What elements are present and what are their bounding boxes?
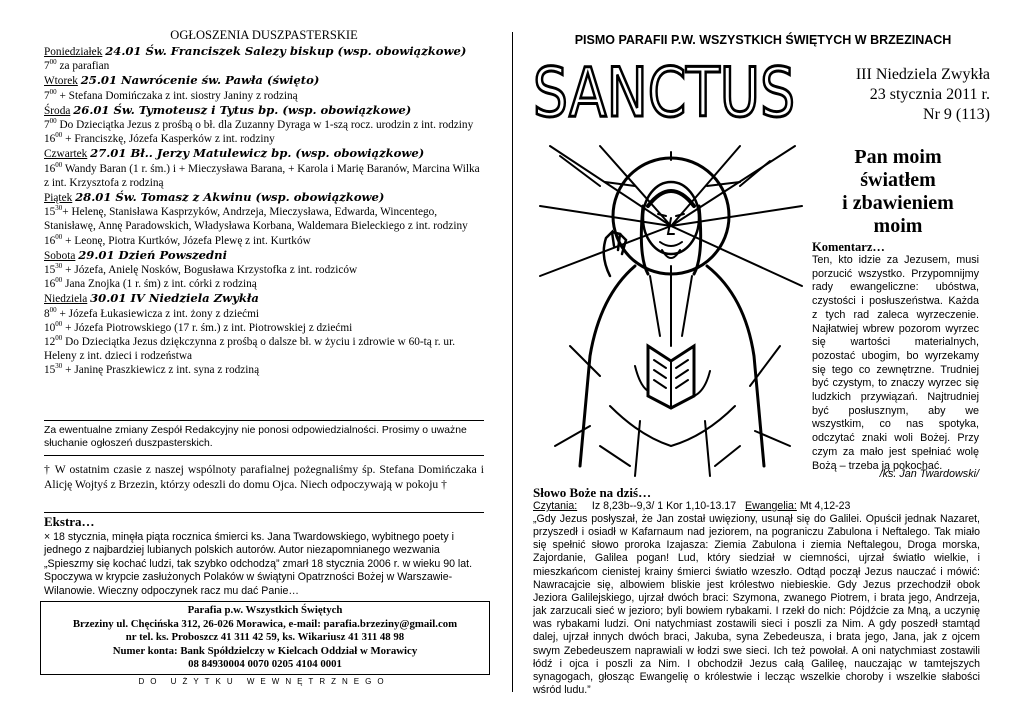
mass-intention xyxy=(44,263,484,277)
sanctus-logo xyxy=(533,54,803,133)
motto-line: światłem xyxy=(860,169,936,191)
announcements-title: OGŁOSZENIA DUSZPASTERSKIE xyxy=(170,28,358,42)
readings-line xyxy=(533,500,983,512)
word-title: Słowo Boże na dziś… xyxy=(533,485,652,500)
internal-use-note: DO UŻYTKU WEWNĘTRZNEGO xyxy=(138,677,390,686)
issue-number: Nr 9 (113) xyxy=(923,106,990,123)
mass-intention-text: + Leonę, Piotra Kurtków, Józefa Plewę z int. Kurtków xyxy=(62,234,311,247)
day-feast: 29.01 Dzień Powszedni xyxy=(78,247,227,262)
mass-hour: 7 xyxy=(44,119,50,132)
day-heading xyxy=(44,291,484,306)
mass-intention-text: za parafian xyxy=(56,60,110,73)
day-name: Wtorek xyxy=(44,75,78,88)
commentary-title: Komentarz… xyxy=(812,240,885,254)
parish-bank: Numer konta: Bank Spółdzielczy w Kielcach Oddział w Morawicy xyxy=(112,644,418,657)
readings-label: Czytania: xyxy=(533,500,578,512)
day-heading xyxy=(44,44,484,59)
mass-intention xyxy=(44,277,484,291)
motto-line: i zbawieniem xyxy=(842,192,954,214)
disclaimer-text: Za ewentualne zmiany Zespół Redakcyjny nie ponosi odpowiedzialności. Prosimy o uważne słuchanie ogłoszeń duszpasterskich. xyxy=(44,425,467,449)
day-heading xyxy=(44,248,484,263)
mass-hour: 7 xyxy=(44,60,50,73)
mass-intention-text: Jana Znojka (1 r. śm) z int. córki z rodziną xyxy=(62,278,257,291)
mass-minute: 00 xyxy=(55,160,63,169)
mass-hour: 15 xyxy=(44,264,56,277)
mass-minute: 00 xyxy=(49,117,57,126)
mass-intention-text: + Helenę, Stanisława Kasprzyków, Andrzeja, Mieczysława, Edwarda, Wincentego, Stanisławę, Annę Paradowskich, Władysława Korbana, Waldemara Bieleckiego z int. rodziny xyxy=(44,206,468,233)
mass-hour: 10 xyxy=(44,321,56,334)
mass-intention xyxy=(44,321,484,335)
announcements-section xyxy=(44,28,484,378)
commentary-signature: /ks. Jan Twardowski/ xyxy=(879,468,979,480)
day-name: Środa xyxy=(44,104,71,117)
mass-hour: 12 xyxy=(44,336,56,349)
mass-intention-text: Do Dzieciątka Jezus dziękczynna z prośbą o dalsze bł. w życiu i zdrowie w 60-tą r. ur. Heleny z int. dzieci i rodzeństwa xyxy=(44,336,456,363)
mass-intention xyxy=(44,59,484,73)
issue-info xyxy=(790,65,990,125)
gospel-label: Ewangelia: xyxy=(745,500,797,512)
mass-minute: 00 xyxy=(55,276,63,285)
day-heading xyxy=(44,103,484,118)
mass-hour: 16 xyxy=(44,133,56,146)
day-name: Czwartek xyxy=(44,148,88,161)
mass-intention xyxy=(44,363,484,377)
mass-hour: 8 xyxy=(44,307,50,320)
readings-refs: Iz 8,23b--9,3/ 1 Kor 1,10-13.17 xyxy=(591,500,737,512)
parish-account: 08 84930004 0070 0205 4104 0001 xyxy=(188,658,342,671)
masthead-header: PISMO PARAFII P.W. WSZYSTKICH ŚWIĘTYCH W BRZEZINACH xyxy=(574,33,952,47)
mass-intention xyxy=(44,118,484,132)
mass-intention xyxy=(44,132,484,146)
mass-intention-text: + Józefa, Anielę Nosków, Bogusława Krzystofka z int. rodziców xyxy=(62,264,358,277)
commentary-body: Ten, kto idzie za Jezusem, musi porzucić wszystko. Przypomnijmy rady ewangeliczne: ubóstwa, czystości i posłuszeństwa. Każda z tych rad zaleca wyrzeczenie. Najłatwiej wbrew pozorom wyrzec się wartości materialnych, pozostać ubogim, bo wyrzekamy się tego co zewnętrzne. Trudniej być czystym, to znaczy wyrzec się ludzkich przywiązań. Najtrudniej być posłusznym, aby we wszystkim, co nas spotyka, odczytać znaki woli Bożej. Przy czym za mało jest spełniać wolę Bożą – trzeba ją pokochać. xyxy=(812,254,979,472)
day-name: Niedziela xyxy=(44,293,88,306)
mass-intention-text: Do Dzieciątka Jezus z prośbą o bł. dla Zuzanny Dyraga w 1-szą rocz. urodzin z int. rodziny xyxy=(56,119,474,132)
mass-minute: 30 xyxy=(55,204,63,213)
divider xyxy=(44,512,484,513)
christ-pantocrator-illustration xyxy=(540,146,802,484)
mass-minute: 30 xyxy=(55,362,63,371)
mass-hour: 16 xyxy=(44,234,56,247)
day-feast: 25.01 Nawrócenie św. Pawła (święto) xyxy=(80,73,320,88)
mass-minute: 00 xyxy=(49,305,57,314)
motto-title xyxy=(813,146,983,238)
mass-hour: 7 xyxy=(44,89,50,102)
issue-date: 23 stycznia 2011 r. xyxy=(869,86,990,103)
day-feast: 30.01 IV Niedziela Zwykła xyxy=(90,291,259,306)
mass-hour: 15 xyxy=(44,364,56,377)
mass-intention xyxy=(44,307,484,321)
mass-intention-text: + Józefa Piotrowskiego (17 r. śm.) z int. Piotrowskiej z dziećmi xyxy=(62,321,353,334)
mass-minute: 30 xyxy=(55,262,63,271)
gospel-ref: Mt 4,12-23 xyxy=(799,500,851,512)
mass-intention-text: + Franciszkę, Józefa Kasperków z int. rodziny xyxy=(62,133,275,146)
announcements-list xyxy=(44,44,484,378)
column-divider xyxy=(512,32,513,692)
mass-intention xyxy=(44,234,484,248)
day-heading xyxy=(44,146,484,161)
mass-minute: 00 xyxy=(55,232,63,241)
mass-minute: 00 xyxy=(55,131,63,140)
day-heading xyxy=(44,190,484,205)
day-name: Piątek xyxy=(44,192,73,205)
mass-intention xyxy=(44,162,484,190)
mass-intention xyxy=(44,205,484,233)
parish-name: Parafia p.w. Wszystkich Świętych xyxy=(187,604,343,616)
motto-line: Pan moim xyxy=(854,146,942,168)
day-heading xyxy=(44,73,484,88)
extra-title: Ekstra… xyxy=(44,514,95,529)
day-name: Sobota xyxy=(44,249,76,262)
mass-intention-text: + Janinę Praszkiewicz z int. syna z rodziną xyxy=(62,364,260,377)
parish-phones: nr tel. ks. Proboszcz 41 311 42 59, ks. Wikariusz 41 311 48 98 xyxy=(125,631,405,644)
mass-minute: 00 xyxy=(49,87,57,96)
mass-hour: 16 xyxy=(44,278,56,291)
motto-line: moim xyxy=(873,215,923,237)
day-feast: 28.01 Św. Tomasz z Akwinu (wsp. obowiązkowe) xyxy=(75,190,385,205)
extra-body: × 18 stycznia, minęła piąta rocznica śmierci ks. Jana Twardowskiego, wybitnego poety i jednego z najbardziej lubianych polskich autorów. Autor niezapomnianego wezwania „Spieszmy się kochać ludzi, tak szybko odchodzą” zmarł 18 stycznia 2006 r. w wieku 90 lat. Spoczywa w krypcie zasłużonych Polaków w świątyni Opatrzności Bożej w Warszawie-Wilanowie. Wieczny odpoczynek racz mu dać Panie… xyxy=(44,531,473,597)
day-feast: 24.01 Św. Franciszek Salezy biskup (wsp. obowiązkowe) xyxy=(105,44,467,58)
issue-sunday: III Niedziela Zwykła xyxy=(855,66,990,83)
mass-intention-text: + Stefana Domińczaka z int. siostry Janiny z rodziną xyxy=(56,89,298,102)
mass-intention xyxy=(44,335,484,363)
mass-intention xyxy=(44,89,484,103)
divider xyxy=(44,455,484,456)
obituary-text: † W ostatnim czasie z naszej wspólnoty parafialnej pożegnaliśmy śp. Stefana Domińczaka i Alicję Wojtyś z Brzezin, którzy odeszli do domu Ojca. Niech odpoczywają w pokoju † xyxy=(44,463,484,491)
logo-text: SANCTUS xyxy=(533,54,795,133)
mass-minute: 00 xyxy=(49,58,57,67)
mass-hour: 15 xyxy=(44,206,56,219)
mass-intention-text: Wandy Baran (1 r. śm.) i + Mieczysława Barana, + Karola i Marię Baranów, Marcina Wilka z int. Krzysztofa z rodziną xyxy=(44,162,480,189)
divider xyxy=(44,420,484,421)
day-feast: 27.01 Bł.. Jerzy Matulewicz bp. (wsp. obowiązkowe) xyxy=(90,146,425,161)
parish-contact-box xyxy=(40,601,490,675)
gospel-text: „Gdy Jezus posłyszał, że Jan został uwięziony, usunął się do Galilei. Opuścił jednak Nazaret, przyszedł i osiadł w Kafarnaum nad jeziorem, na pograniczu Zabulona i Neftalego. Tak miało się spełnić słowo proroka Izajasza: Ziemia Zabulona i ziemia Neftalegou, Droga morska, Zajordanie, Galilea pogan! Lud, który siedział w ciemności, ujrzał światło wielkie, i mieszkańcom cienistej krainy śmierci światło wzeszło. Odtąd począł Jezus nauczać i mówić: Nawracajcie się, albowiem bliskie jest królestwo niebieskie. Gdy Jezus przechodził obok Jeziora Galilejskiego, ujrzał dwóch braci: Szymona, zwanego Piotrem, i brata jego, Andrzeja, jak zarzucali sieć w jezioro; byli bowiem rybakami. I rzekł do nich: Pójdźcie za Mną, a uczynię was rybakami ludzi. Oni natychmiast zostawili sieci i poszli za Nim. A gdy poszedł stamtąd dalej, ujrzał innych dwóch braci, Jakuba, syna Zebedeusza, i brata jego, Jana, jak z ojcem swym Zebedeuszem naprawiali w łodzi swe sieci. Ich też powołał. A oni natychmiast zostawili łódź i ojca i poszli za Nim. I obchodził Jezus całą Galileę, nauczając w tamtejszych synagogach, głosząc Ewangelię o królestwie i lecząc wszelkie choroby i wszelkie słabości wśród ludu.” xyxy=(533,513,980,697)
mass-minute: 00 xyxy=(55,320,63,329)
parish-address: Brzeziny ul. Chęcińska 312, 26-026 Morawica, e-mail: parafia.brzeziny@gmail.com xyxy=(72,617,458,630)
day-name: Poniedziałek xyxy=(44,46,103,58)
mass-hour: 16 xyxy=(44,162,56,175)
mass-intention-text: + Józefa Łukasiewicza z int. żony z dziećmi xyxy=(56,307,260,320)
day-feast: 26.01 Św. Tymoteusz i Tytus bp. (wsp. obowiązkowe) xyxy=(73,102,412,117)
mass-minute: 00 xyxy=(55,334,63,343)
